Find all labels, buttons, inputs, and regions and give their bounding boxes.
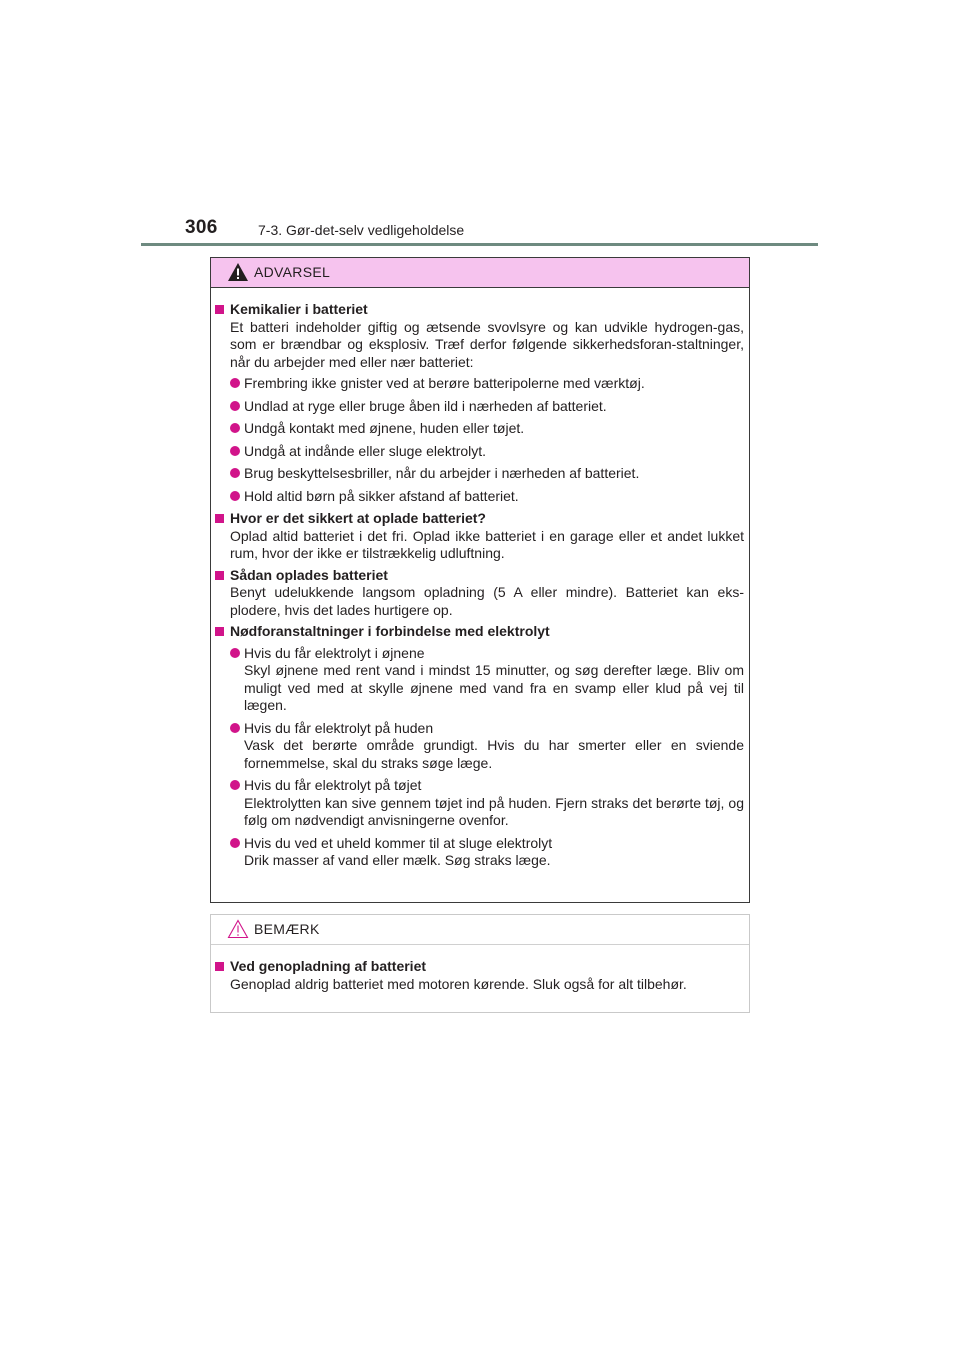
round-bullet-icon — [230, 423, 240, 433]
bullet-title: Hvis du får elektrolyt på huden — [244, 719, 434, 736]
round-bullet-icon — [230, 723, 240, 733]
bullet-text: Elektrolytten kan sive gennem tøjet ind på huden. Fjern straks det berørte tøj, og følg om nødvendigt anvisningerne ovenfor. — [244, 794, 744, 828]
notice-content — [214, 958, 744, 997]
round-bullet-icon — [230, 491, 240, 501]
item-title: Hvor er det sikkert at oplade batteriet? — [230, 510, 486, 526]
bullet-list — [214, 645, 744, 870]
bullet-title: Hvis du får elektrolyt i øjnene — [244, 644, 425, 661]
warning-triangle-icon — [227, 262, 249, 282]
bullet-item — [214, 645, 744, 715]
list-item — [214, 958, 744, 993]
page-header — [141, 214, 818, 246]
item-heading — [214, 301, 744, 319]
round-bullet-icon — [230, 780, 240, 790]
round-bullet-icon — [230, 401, 240, 411]
bullet-item — [214, 720, 744, 773]
bullet-list — [214, 375, 744, 505]
item-heading — [214, 510, 744, 528]
bullet-text: Undgå kontakt med øjnene, huden eller tøjet. — [244, 420, 525, 436]
item-text: Oplad altid batteriet i det fri. Oplad ikke batteriet i en garage eller et andet lukket rum, hvor der ikke er tilstrækkelig udluftning. — [230, 527, 744, 561]
bullet-item — [214, 777, 744, 830]
list-item — [214, 567, 744, 620]
square-bullet-icon — [215, 627, 224, 636]
list-item — [214, 623, 744, 870]
notice-header — [211, 915, 749, 945]
item-text: Genoplad aldrig batteriet med motoren kørende. Sluk også for alt tilbehør. — [230, 975, 687, 992]
page-number: 306 — [185, 217, 218, 238]
round-bullet-icon — [230, 648, 240, 658]
bullet-text: Hold altid børn på sikker afstand af batteriet. — [244, 487, 519, 504]
bullet-title: Hvis du ved et uheld kommer til at sluge elektrolyt — [244, 834, 553, 851]
item-title: Nødforanstaltninger i forbindelse med elektrolyt — [230, 623, 550, 639]
section-title: 7-3. Gør-det-selv vedligeholdelse — [258, 222, 465, 238]
square-bullet-icon — [215, 962, 224, 971]
square-bullet-icon — [215, 305, 224, 314]
bullet-text: Undlad at ryge eller bruge åben ild i nærheden af batteriet. — [244, 397, 607, 414]
bullet-item — [214, 375, 744, 393]
bullet-title: Hvis du får elektrolyt på tøjet — [244, 777, 422, 793]
square-bullet-icon — [215, 514, 224, 523]
bullet-item — [214, 420, 744, 438]
bullet-item — [214, 465, 744, 483]
square-bullet-icon — [215, 571, 224, 580]
bullet-item — [214, 398, 744, 416]
warning-header — [211, 258, 749, 288]
round-bullet-icon — [230, 446, 240, 456]
item-heading — [214, 958, 744, 976]
bullet-item — [214, 488, 744, 506]
notice-label: BEMÆRK — [254, 921, 320, 937]
item-heading — [214, 567, 744, 585]
item-heading — [214, 623, 744, 641]
header-rule — [141, 243, 818, 246]
list-item — [214, 301, 744, 505]
bullet-text: Brug beskyttelsesbriller, når du arbejder i nærheden af batteriet. — [244, 465, 640, 481]
item-text: Et batteri indeholder giftig og ætsende svovlsyre og kan udvikle hydrogen-gas, som er brændbar og eksplosiv. Træf derfor følgende sikkerhedsforan-staltninger, når du arbejder med eller nær batteriet: — [230, 318, 744, 370]
caution-outline-triangle-icon — [227, 919, 249, 939]
item-title: Kemikalier i batteriet — [230, 301, 368, 317]
bullet-item — [214, 443, 744, 461]
round-bullet-icon — [230, 838, 240, 848]
bullet-item — [214, 835, 744, 870]
bullet-text: Drik masser af vand eller mælk. Søg straks læge. — [244, 852, 551, 868]
notice-box — [210, 914, 750, 1013]
warning-content — [214, 301, 744, 875]
item-text: Benyt udelukkende langsom opladning (5 A eller mindre). Batteriet kan eks-plodere, hvis det lades hurtigere op. — [230, 584, 744, 618]
bullet-text: Vask det berørte område grundigt. Hvis du har smerter eller en sviende fornemmelse, skal du straks søge læge. — [244, 737, 744, 771]
item-title: Sådan oplades batteriet — [230, 566, 388, 583]
round-bullet-icon — [230, 468, 240, 478]
warning-box — [210, 257, 750, 903]
list-item — [214, 510, 744, 563]
bullet-text: Frembring ikke gnister ved at berøre batteripolerne med værktøj. — [244, 375, 645, 391]
round-bullet-icon — [230, 378, 240, 388]
item-title: Ved genopladning af batteriet — [230, 958, 427, 974]
bullet-text: Skyl øjnene med rent vand i mindst 15 minutter, og søg derefter læge. Bliv om muligt ved med at skylle øjnene med vand fra en svamp eller klud på vej til lægen. — [244, 662, 744, 713]
bullet-text: Undgå at indånde eller sluge elektrolyt. — [244, 442, 487, 459]
warning-label: ADVARSEL — [254, 264, 331, 280]
